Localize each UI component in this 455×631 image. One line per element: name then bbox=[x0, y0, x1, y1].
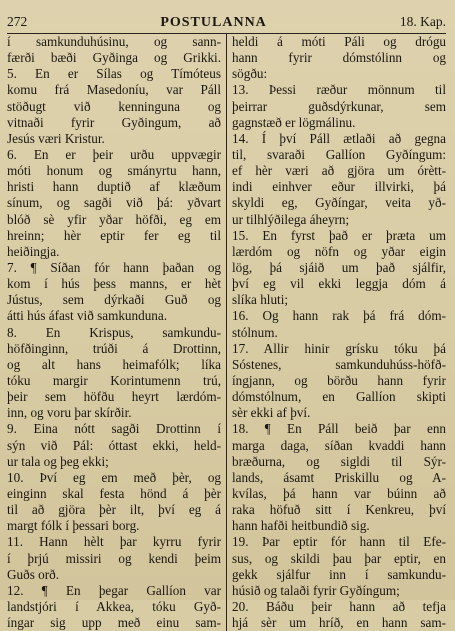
text-line: þeirrar guðsdýrkunar, sem bbox=[232, 98, 447, 114]
text-line: skyldi eg, Gyðíngar, veita yð- bbox=[232, 195, 447, 211]
text-line: hjá sèr um hríð, en hann sam- bbox=[232, 615, 447, 631]
book-title: POSTULANNA bbox=[160, 15, 267, 30]
text-line: kvílas, þá hann var búinn að bbox=[232, 485, 447, 501]
text-line: bræðurna, og sigldi til Sýr- bbox=[232, 453, 447, 469]
text-line: ur tala og þeg ekki; bbox=[7, 453, 109, 469]
text-line: átti hús áfast við samkunduna. bbox=[7, 308, 168, 324]
text-line: 15. En fyrst það er þræta um bbox=[232, 227, 447, 243]
text-line: marga daga, síðan kvaddi hann bbox=[232, 437, 447, 453]
text-line: gekk sjálfur inn í samkundu- bbox=[232, 566, 447, 582]
text-line: 10. Því eg em með þèr, og bbox=[7, 469, 222, 485]
chapter-label: 18. Kap. bbox=[399, 14, 446, 29]
text-line: 18. ¶ En Páll beið þar enn bbox=[232, 421, 447, 437]
text-line: einginn skal festa hönd á þèr bbox=[7, 485, 222, 501]
text-line: 13. Þessi ræður mönnum til bbox=[232, 82, 447, 98]
text-line: íngar sig upp með einu sam- bbox=[7, 615, 222, 631]
page-number: 272 bbox=[7, 14, 28, 29]
page-header bbox=[7, 12, 446, 32]
text-line: sögðu: bbox=[232, 66, 268, 82]
text-line: til að gjöra þèr ilt, því eg á bbox=[7, 502, 222, 518]
text-line: íngjann, og börðu hann fyrir bbox=[232, 372, 447, 388]
text-columns bbox=[7, 34, 446, 631]
text-line: Sóstenes, samkunduhúss-höfð- bbox=[232, 356, 447, 372]
text-line: lög, þá sjáið um það sjálfir, bbox=[232, 259, 447, 275]
text-line: 9. Eina nótt sagði Drottinn í bbox=[7, 421, 222, 437]
text-line: Guðs orð. bbox=[7, 566, 60, 582]
text-line: hreinn; hèr eptir fer eg til bbox=[7, 227, 222, 243]
text-line: hann fyrir dómstólinn og bbox=[232, 50, 447, 66]
text-line: lands, ásamt Priskillu og A- bbox=[232, 469, 447, 485]
text-line: vitnaði fyrir Gyðingum, að bbox=[7, 114, 222, 130]
text-line: sínum, og sagði við þá: yðvart bbox=[7, 195, 222, 211]
text-line: heldi á móti Páli og drógu bbox=[232, 34, 447, 49]
text-line: þeir sem höfðu heyrt lærdóm- bbox=[7, 389, 222, 405]
text-line: sèr ekki af því. bbox=[232, 405, 311, 421]
text-line: til, svaraði Gallíon Gyðíngum: bbox=[232, 146, 447, 162]
text-line: hann hafði heitbundið sig. bbox=[232, 518, 370, 534]
text-line: sus, og skildi þau þar eptir, en bbox=[232, 550, 447, 566]
text-line: ef hèr væri að gjöra um órètt- bbox=[232, 163, 447, 179]
text-line: lærdóm og nöfn og yðar eigin bbox=[232, 243, 447, 259]
text-line: húsið og talaði fyrir Gyðíngum; bbox=[232, 582, 400, 598]
text-line: 11. Hann hèlt þar kyrru fyrir bbox=[7, 534, 222, 550]
text-line: 8. En Krispus, samkundu- bbox=[7, 324, 222, 340]
text-line: raka höfuð sitt í Kenkreu, því bbox=[232, 502, 447, 518]
text-line: komu frá Masedoníu, var Páll bbox=[7, 82, 222, 98]
text-line: sýn við Pál: óttast ekki, held- bbox=[7, 437, 222, 453]
text-line: 20. Báðu þeir hann að tefja bbox=[232, 598, 447, 614]
text-line: indi einhver eður illvirki, þá bbox=[232, 179, 447, 195]
text-line: því eg vil ekki leggja dóm á bbox=[232, 276, 447, 292]
text-line: Jesús væri Kristur. bbox=[7, 130, 105, 146]
text-line: 7. ¶ Síðan fór hann þaðan og bbox=[7, 259, 222, 275]
text-line: 12. ¶ En þegar Gallíon var bbox=[7, 582, 222, 598]
text-line: 17. Allir hinir grísku tóku þá bbox=[232, 340, 447, 356]
text-line: landstjóri í Akkea, tóku Gyð- bbox=[7, 598, 222, 614]
text-line: 6. En er þeir urðu uppvægir bbox=[7, 146, 222, 162]
text-line: 5. En er Sílas og Tímóteus bbox=[7, 66, 222, 82]
right-column bbox=[227, 34, 446, 631]
text-line: dómstólnum, en Gallíon skipti bbox=[232, 389, 447, 405]
text-line: heiðingja. bbox=[7, 243, 60, 259]
text-line: móti honum og smányrtu hann, bbox=[7, 163, 222, 179]
text-line: höfðinginn, trúði á Drottinn, bbox=[7, 340, 222, 356]
text-line: stöðugt við kenninguna og bbox=[7, 98, 222, 114]
text-line: stólnum. bbox=[232, 324, 278, 340]
text-line: 19. Þar eptir fór hann til Efe- bbox=[232, 534, 447, 550]
text-line: margt fólk í þessari borg. bbox=[7, 518, 140, 534]
text-line: 14. Í því Páll ætlaði að gegna bbox=[232, 130, 447, 146]
text-line: ur tilhlýðilega áheyrn; bbox=[232, 211, 350, 227]
text-line: 16. Og hann rak þá frá dóm- bbox=[232, 308, 447, 324]
text-line: færði bæði Gyðinga og Grikki. bbox=[7, 50, 222, 66]
text-line: gagnstæð er lögmálinu. bbox=[232, 114, 356, 130]
left-column bbox=[7, 34, 226, 631]
text-line: inn, og voru þar skírðir. bbox=[7, 405, 132, 421]
text-line: og alt hans heimafólk; líka bbox=[7, 356, 222, 372]
text-line: slíka hluti; bbox=[232, 292, 289, 308]
text-line: Jústus, sem dýrkaði Guð og bbox=[7, 292, 222, 308]
text-line: kom í hús þess manns, er hèt bbox=[7, 276, 222, 292]
text-line: hristi hann duptið af klæðum bbox=[7, 179, 222, 195]
text-line: í þrjú missiri og kendi þeim bbox=[7, 550, 222, 566]
text-line: tóku margir Korintumenn trú, bbox=[7, 372, 222, 388]
text-line: í samkunduhúsinu, og sann- bbox=[7, 34, 222, 49]
text-line: blóð sè yfir yðar höfði, eg em bbox=[7, 211, 222, 227]
